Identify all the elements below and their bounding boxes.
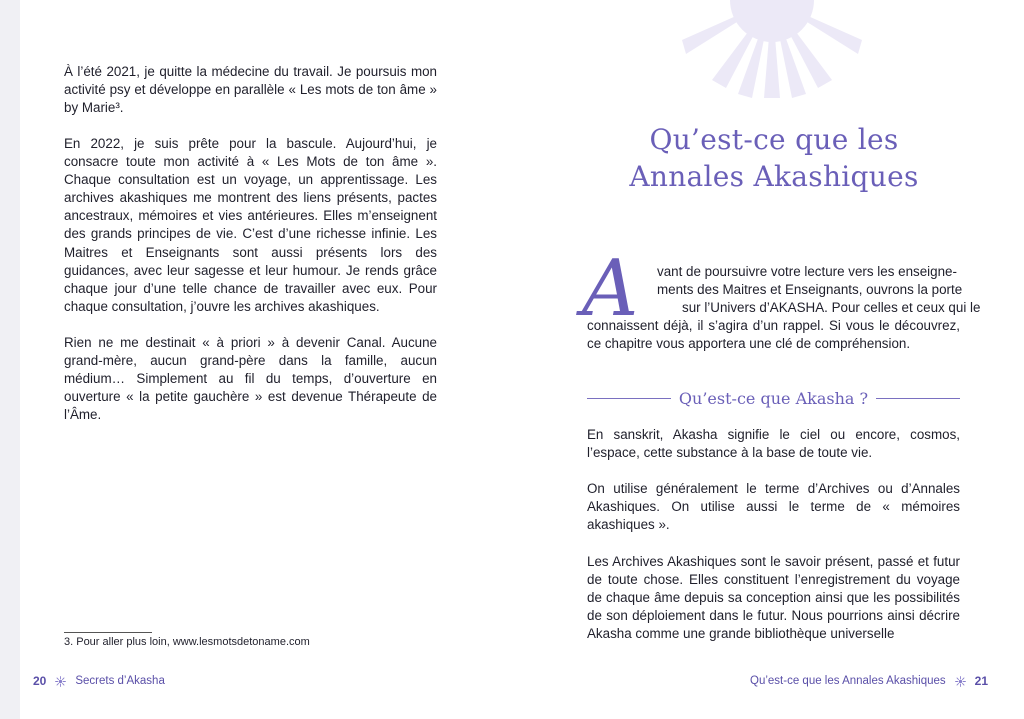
chapter-title-line1: Qu’est-ce que les [649, 123, 899, 156]
sun-icon [955, 676, 966, 687]
subheading-rule-left [587, 398, 671, 399]
left-page [20, 0, 512, 719]
page-number: 20 [33, 674, 47, 688]
chapter-title-line2: Annales Akashiques [629, 160, 919, 193]
chapter-title [582, 121, 966, 195]
right-footer [750, 674, 988, 688]
subheading-text: Qu’est-ce que Akasha ? [678, 388, 869, 408]
book-gutter [0, 0, 20, 719]
running-title: Qu’est-ce que les Annales Akashiques [750, 675, 946, 687]
intro-line-3: sur l’Univers d’AKASHA. Pour celles et ceux qui le [682, 300, 981, 315]
sun-icon [55, 676, 66, 687]
intro-paragraph-rest: connaissent déjà, il s’agira d’un rappel. Si vous le découvrez, ce chapitre vous apportera une clé de compréhension. [587, 318, 960, 352]
running-title: Secrets d’Akasha [75, 675, 165, 687]
page-number: 21 [974, 674, 988, 688]
paragraph-archives: Les Archives Akashiques sont le savoir présent, passé et futur de toute chose. Elles constituent l’enregistrement du voyage de chaque âme depuis sa conception ainsi que les possibilités de son déploiement dans le futur. Nous pourrions ainsi décrire Akasha comme une grande bibliothèque universelle [587, 554, 960, 642]
left-footer [33, 674, 165, 688]
paragraph-terminology: On utilise généralement le terme d’Archives ou d’Annales Akashiques. On utilise aussi le terme de « mémoires akashiques ». [587, 481, 960, 533]
intro-line-1: vant de poursuivre votre lecture vers les enseigne- [657, 264, 957, 279]
footnote-divider [64, 632, 152, 633]
right-page [512, 0, 1024, 719]
paragraph-sanskrit: En sanskrit, Akasha signifie le ciel ou encore, cosmos, l’espace, cette substance à la base de toute vie. [587, 427, 960, 461]
sun-decoration-icon [672, 0, 872, 100]
subheading-rule-right [876, 398, 960, 399]
drop-cap: A [582, 244, 639, 334]
intro-line-2: ments des Maitres et Enseignants, ouvrons la porte [657, 282, 963, 297]
paragraph-2021: À l’été 2021, je quitte la médecine du travail. Je poursuis mon activité psy et développe en parallèle « Les mots de ton âme » by Marie³. [64, 64, 437, 116]
section-subheading [587, 386, 960, 410]
paragraph-canal: Rien ne me destinait « à priori » à devenir Canal. Aucune grand-mère, aucun grand-père dans la famille, aucun médium… Simplement au fil du temps, d’ouverture en ouverture « la petite gauchère » est devenue Thérapeute de l’Âme. [64, 335, 437, 423]
footnote: 3. Pour aller plus loin, www.lesmotsdetoname.com [64, 636, 310, 648]
paragraph-2022: En 2022, je suis prête pour la bascule. Aujourd’hui, je consacre toute mon activité à « Les Mots de ton âme ». Chaque consultation est un voyage, un apprentissage. Les archives akashiques me montrent des liens présents, pactes ancestraux, mémoires et vies antérieures. Elles m’enseignent des grands principes de vie. C’est d’une richesse infinie. Les Maitres et Enseignants sont aussi présents lors des guidances, avec leur sagesse et leur humour. Je rends grâce chaque jour d’une telle chance de travailler avec eux. Pour chaque consultation, j’ouvre les archives akashiques. [64, 136, 437, 314]
